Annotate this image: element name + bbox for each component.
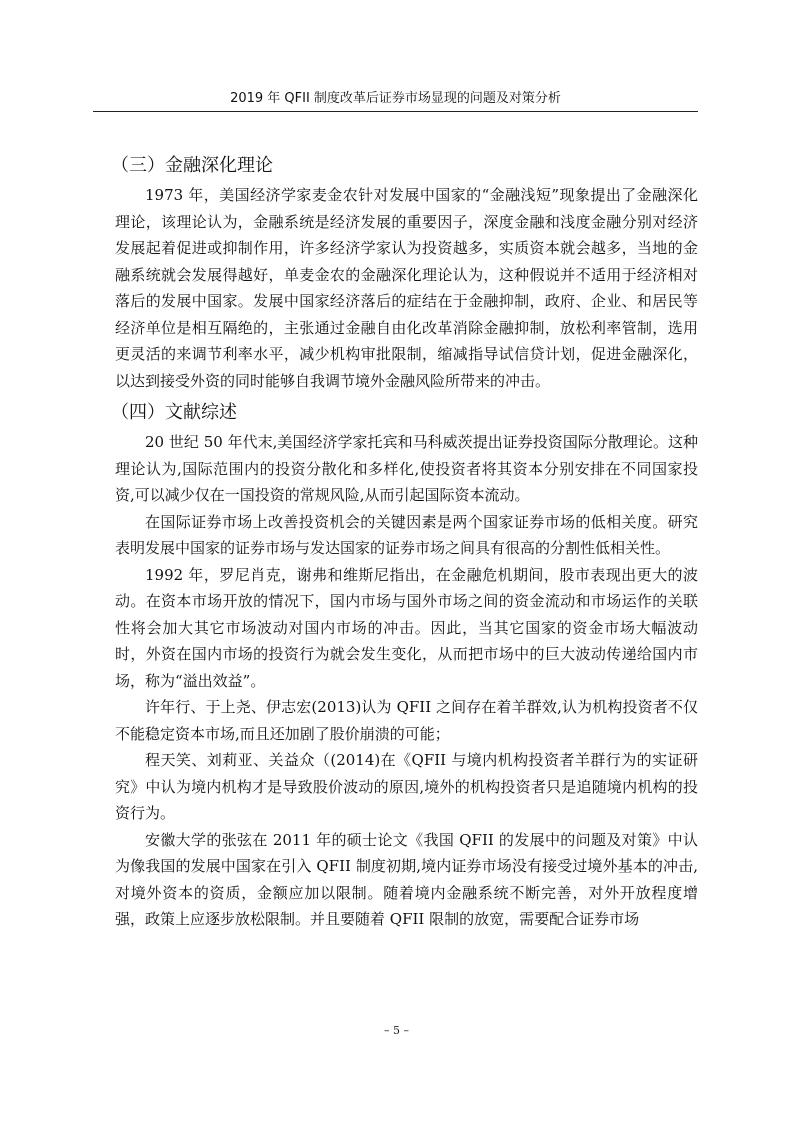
paragraph: 1973 年，美国经济学家麦金农针对发展中国家的“金融浅短”现象提出了金融深化理论，该理论认为，金融系统是经济发展的重要因子，深度金融和浅度金融分别对经济发展起着促进或抑制作用，许多经济学家认为投资越多，实质资本就会越多，当地的金融系统就会发展得越好，单麦金农的金融深化理论认为，这种假说并不适用于经济相对落后的发展中国家。发展中国家经济落后的症结在于金融抑制，政府、企业、和居民等经济单位是相互隔绝的，主张通过金融自由化改革消除金融抑制，放松利率管制，选用更灵活的来调节利率水平，减少机构审批限制，缩减指导试信贷计划，促进金融深化，以达到接受外资的同时能够自我调节境外金融风险所带来的冲击。	[115, 186, 698, 390]
paragraph: 程天笑、刘莉亚、关益众（(2014)在《QFII 与境内机构投资者羊群行为的实证研究》中认为境内机构才是导致股价波动的原因,境外的机构投资者只是追随境内机构的投资行为。	[115, 751, 698, 822]
section-heading-financial-deepening: （三）金融深化理论	[111, 155, 273, 176]
page-body	[111, 150, 698, 933]
paragraph: 在国际证券市场上改善投资机会的关键因素是两个国家证券市场的低相关度。研究表明发展中国家的证券市场与发达国家的证券市场之间具有很高的分割性低相关性。	[115, 512, 698, 557]
page-number: – 5 –	[384, 1024, 409, 1037]
section-heading-literature-review: （四）文献综述	[111, 402, 237, 423]
header-divider	[93, 111, 698, 112]
running-header: 2019 年 QFII 制度改革后证券市场显现的问题及对策分析	[230, 91, 561, 106]
paragraph: 安徽大学的张弦在 2011 年的硕士论文《我国 QFII 的发展中的问题及对策》中认为像我国的发展中国家在引入 QFII 制度初期,境内证券市场没有接受过境外基本的冲击,对境外资本的资质，金额应加以限制。随着境内金融系统不断完善，对外开放程度增强，政策上应逐步放松限制。并且要随着 QFII 限制的放宽，需要配合证券市场	[115, 830, 698, 928]
paragraph: 1992 年，罗尼肖克，谢弗和维斯尼指出，在金融危机期间，股市表现出更大的波动。在资本市场开放的情况下，国内市场与国外市场之间的资金流动和市场运作的关联性将会加大其它市场波动对国内市场的冲击。因此，当其它国家的资金市场大幅波动时，外资在国内市场的投资行为就会发生变化，从而把市场中的巨大波动传递给国内市场，称为“溢出效益”。	[115, 565, 698, 690]
paragraph: 许年行、于上尧、伊志宏(2013)认为 QFII 之间存在着羊群效,认为机构投资者不仅不能稳定资本市场,而且还加剧了股价崩溃的可能；	[115, 698, 698, 743]
paragraph: 20 世纪 50 年代末,美国经济学家托宾和马科威茨提出证券投资国际分散理论。这种理论认为,国际范围内的投资分散化和多样化,使投资者将其资本分别安排在不同国家投资,可以减少仅在一国投资的常规风险,从而引起国际资本流动。	[115, 433, 698, 504]
